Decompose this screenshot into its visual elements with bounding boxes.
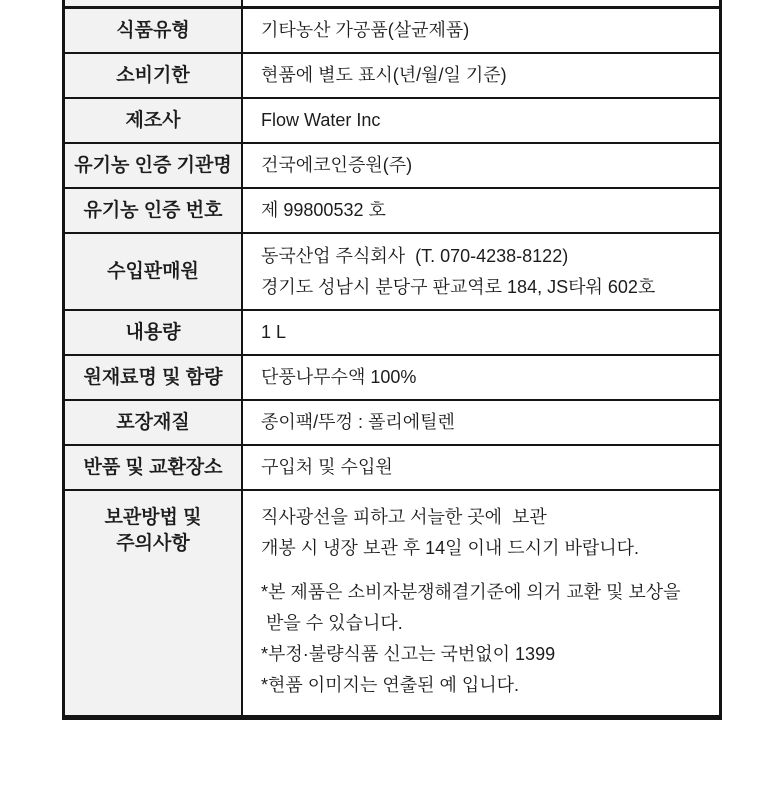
row-value	[243, 446, 719, 489]
row-value-line: 경기도 성남시 분당구 판교역로 184, JS타워 602호	[261, 276, 656, 297]
row-label: 포장재질	[65, 401, 243, 444]
row-value-text: 기타농산 가공품(살균제품)	[261, 20, 470, 40]
row-value-cell	[243, 0, 719, 6]
row-value	[243, 491, 719, 715]
row-label: 유기농 인증 기관명	[65, 144, 243, 187]
row-value	[243, 356, 719, 399]
row-value	[243, 54, 719, 97]
table-row-organic-cert-number	[65, 189, 719, 234]
row-value-text: 건국에코인증원(주)	[261, 155, 413, 175]
row-value	[243, 189, 719, 232]
row-value-line: *본 제품은 소비자분쟁해결기준에 의거 교환 및 보상을	[261, 582, 681, 602]
row-value-text: 구입처 및 수입원	[261, 457, 393, 477]
row-value-line: 직사광선을 피하고 서늘한 곳에 보관	[261, 507, 547, 527]
row-label: 식품유형	[65, 9, 243, 52]
row-value	[243, 99, 719, 142]
row-label: 반품 및 교환장소	[65, 446, 243, 489]
table-row-cutoff	[65, 0, 719, 9]
row-value-text: 제 99800532 호	[261, 200, 386, 220]
row-value-line: 개봉 시 냉장 보관 후 14일 이내 드시기 바랍니다.	[261, 538, 640, 558]
row-value-text: 1 L	[261, 322, 287, 342]
table-row-importer	[65, 234, 719, 311]
row-value	[243, 9, 719, 52]
table-row-packaging-material	[65, 401, 719, 446]
table-row-expiry	[65, 54, 719, 99]
table-row-organic-cert-agency	[65, 144, 719, 189]
row-value-text: Flow Water Inc	[261, 110, 381, 130]
table-row-net-content	[65, 311, 719, 356]
row-value-text: 단풍나무수액 100%	[261, 367, 417, 387]
row-label-line: 주의사항	[116, 533, 190, 554]
row-label: 제조사	[65, 99, 243, 142]
table-row-manufacturer	[65, 99, 719, 144]
row-label-cell	[65, 0, 243, 6]
row-label	[65, 491, 243, 715]
row-label: 내용량	[65, 311, 243, 354]
storage-instructions	[261, 502, 709, 564]
row-value-line: 동국산업 주식회사 (T. 070-4238-8122)	[261, 245, 569, 266]
row-value	[243, 144, 719, 187]
row-label: 수입판매원	[65, 234, 243, 309]
row-value-line: *부정·불량식품 신고는 국번없이 1399	[261, 644, 556, 664]
row-label: 소비기한	[65, 54, 243, 97]
row-label-line: 보관방법 및	[104, 507, 202, 528]
row-value-text: 종이팩/뚜껑 : 폴리에틸렌	[261, 412, 455, 432]
row-label: 유기농 인증 번호	[65, 189, 243, 232]
caution-notes	[261, 577, 709, 701]
table-row-storage-cautions	[65, 491, 719, 717]
table-row-food-type	[65, 9, 719, 54]
row-value	[243, 234, 719, 309]
table-row-ingredients	[65, 356, 719, 401]
row-value-text: 현품에 별도 표시(년/월/일 기준)	[261, 65, 507, 85]
row-value	[243, 401, 719, 444]
product-info-table	[62, 0, 722, 720]
row-value	[243, 311, 719, 354]
table-row-return-exchange	[65, 446, 719, 491]
row-value-line: *현품 이미지는 연출된 예 입니다.	[261, 675, 520, 695]
row-label: 원재료명 및 함량	[65, 356, 243, 399]
row-value-line: 받을 수 있습니다.	[261, 613, 403, 633]
